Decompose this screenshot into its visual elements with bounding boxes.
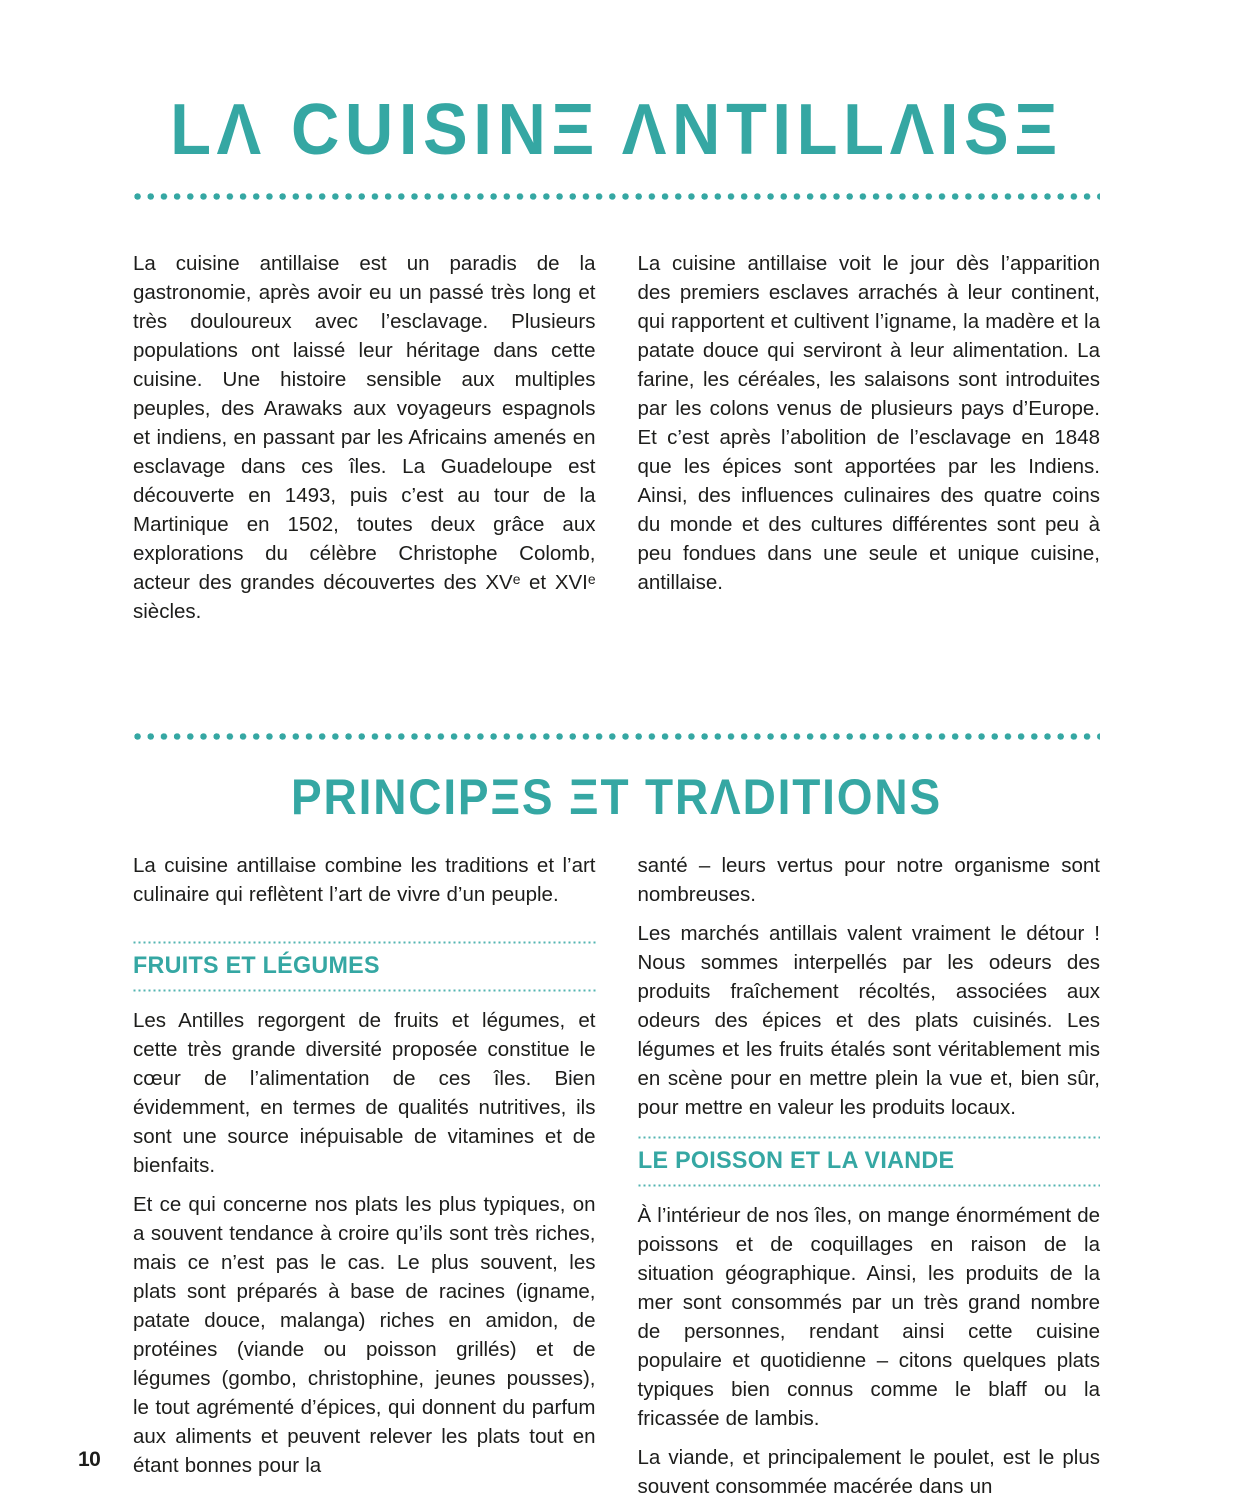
section-lead-paragraph: La cuisine antillaise combine les traditions et l’art culinaire qui reflètent l’art de vivre d’un peuple. [133, 854, 596, 906]
section-column-left [133, 851, 596, 1500]
fruits-paragraph-2: Et ce qui concerne nos plats les plus typiques, on a souvent tendance à croire qu’ils sont très riches, mais ce n’est pas le cas. Le plus souvent, les plats sont préparés à base de racines (igname, patate douce, malanga) riches en amidon, de protéines (viande ou poisson grillés) et de légumes (gombo, christophine, jeunes pousses), le tout agrémenté d’épices, qui donnent du parfum aux aliments et peuvent relever les plats tout en étant bonnes pour la [133, 1193, 596, 1477]
dotted-rule [638, 1184, 1101, 1187]
fruits-paragraph-3: Les marchés antillais valent vraiment le détour ! Nous sommes interpellés par les odeurs des produits fraîchement récoltés, associées aux odeurs des épices et des plats cuisinés. Les légumes et les fruits étalés sont véritablement mis en scène pour en mettre plein la vue et, bien sûr, pour mettre en valeur les produits locaux. [637, 922, 1100, 1119]
intro-columns [133, 249, 1100, 626]
subsection-fruits-et-legumes [133, 941, 596, 992]
dotted-rule [133, 989, 596, 992]
page-number: 10 [78, 1448, 101, 1471]
poisson-paragraph-1: À l’intérieur de nos îles, on mange énormément de poissons et de coquillages en raison de la situation géographique. Ainsi, les produits de la mer sont consommés par un très grand nombre de personnes, rendant ainsi cette cuisine populaire et quotidienne – citons quelques plats typiques bien connus comme le blaff ou la fricassée de lambis. [637, 1204, 1101, 1430]
dotted-rule [638, 1136, 1101, 1139]
intro-column-left [133, 249, 596, 626]
subsection-poisson-et-viande [638, 1136, 1101, 1187]
subsection-heading-fruits-et-legumes: FRUITS ET LÉGUMES [133, 952, 380, 979]
section-title: PRINCIPΞS ΞT TRΛDITIONS [290, 769, 943, 825]
section-columns [133, 851, 1100, 1500]
dotted-separator-middle [133, 732, 1100, 741]
subsection-heading-poisson-et-viande: LE POISSON ET LA VIANDE [637, 1147, 954, 1174]
fruits-paragraph-1: Les Antilles regorgent de fruits et légumes, et cette très grande diversité proposée constitue le cœur de l’alimentation de ces îles. Bien évidemment, en termes de qualités nutritives, ils sont une source inépuisable de vitamines et de bienfaits. [133, 1009, 596, 1177]
intro-paragraph-right: La cuisine antillaise voit le jour dès l’apparition des premiers esclaves arrachés à leur continent, qui rapportent et cultivent l’igname, la madère et la patate douce qui serviront à leur alimentation. La farine, les céréales, les salaisons sont introduites par les colons venus de plusieurs pays d’Europe. Et c’est après l’abolition de l’esclavage en 1848 que les épices sont apportées par les Indiens. Ainsi, des influences culinaires des quatre coins du monde et des cultures différentes sont peu à peu fondues dans une seule et unique cuisine, antillaise. [637, 252, 1101, 594]
page-title: LΛ CUISINΞ ΛNTILLΛISΞ [170, 90, 1063, 170]
dotted-rule [133, 941, 596, 944]
intro-paragraph-left: La cuisine antillaise est un paradis de la gastronomie, après avoir eu un passé très long et très douloureux avec l’esclavage. Plusieurs populations ont laissé leur héritage dans cette cuisine. Une histoire sensible aux multiples peuples, des Arawaks aux voyageurs espagnols et indiens, en passant par les Africains amenés en esclavage dans ces îles. La Guadeloupe est découverte en 1493, puis c’est au tour de la Martinique en 1502, toutes deux grâce aux explorations du célèbre Christophe Colomb, acteur des grandes découvertes des XVᵉ et XVIᵉ siècles. [133, 252, 596, 623]
fruits-paragraph-2-continued: santé – leurs vertus pour notre organisme sont nombreuses. [637, 854, 1100, 906]
section-column-right [638, 851, 1101, 1500]
poisson-paragraph-2: La viande, et principalement le poulet, est le plus souvent consommée macérée dans un [637, 1446, 1100, 1498]
intro-column-right [638, 249, 1101, 626]
dotted-separator-top [133, 192, 1100, 201]
